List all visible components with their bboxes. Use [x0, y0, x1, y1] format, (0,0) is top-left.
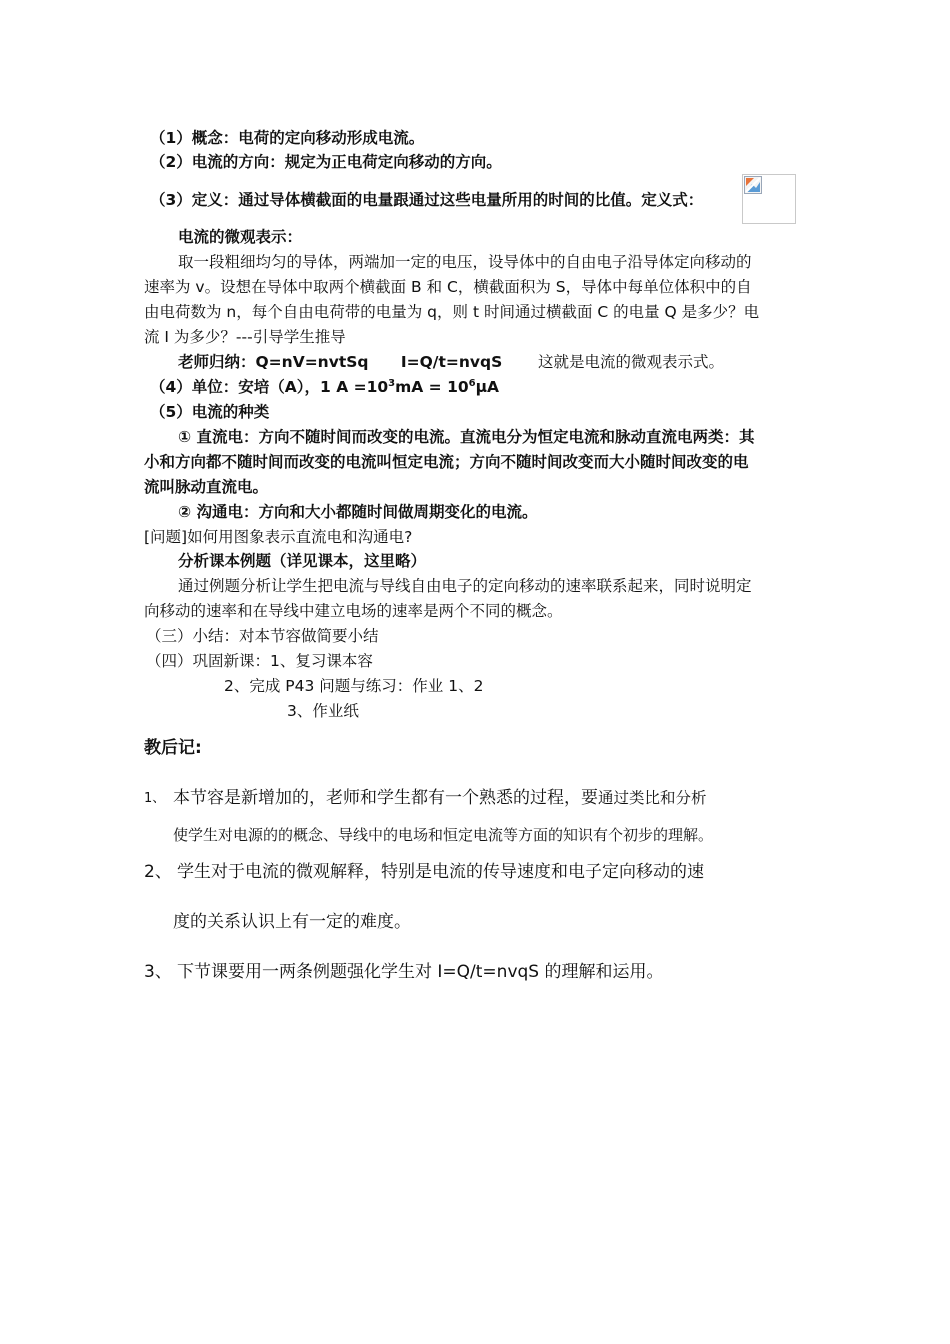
ac-line: ② 沟通电：方向和大小都随时间做周期变化的电流。 [178, 503, 538, 521]
micro-title: 电流的微观表示： [178, 228, 303, 246]
micro-paragraph-line: 流 I 为多少？---引导学生推导 [144, 328, 346, 346]
direction-line: （2）电流的方向：规定为正电荷定向移动的方向。 [150, 153, 502, 171]
afterword-heading: 教后记: [144, 738, 202, 758]
homework-item: 3、作业纸 [287, 702, 359, 720]
micro-paragraph-line: 速率为 v。设想在导体中取两个横截面 B 和 C，横截面积为 S，导体中每单位体积中的自 [144, 278, 752, 296]
reflection-number: 3、 [144, 962, 172, 982]
formula-image-placeholder [742, 174, 796, 224]
unit-text: （4）单位：安培（A），1 A =10 [150, 378, 389, 396]
homework-item: 2、完成 P43 问题与练习：作业 1、2 [224, 677, 484, 695]
dc-line: 小和方向都不随时间而改变的电流叫恒定电流；方向不随时间改变而大小随时间改变的电 [144, 453, 749, 471]
reflection-number: 1、 [144, 791, 166, 806]
reflection-text: 下节课要用一两条例题强化学生对 I=Q/t=nvqS 的理解和运用。 [177, 962, 664, 982]
unit-text: μA [475, 378, 500, 396]
unit-line [150, 377, 499, 397]
micro-paragraph-line: 取一段粗细均匀的导体，两端加一定的电压，设导体中的自由电子沿导体定向移动的 [178, 253, 752, 271]
example-heading: 分析课本例题（详见课本，这里略） [178, 552, 427, 570]
dc-line: ① 直流电：方向不随时间而改变的电流。直流电分为恒定电流和脉动直流电两类：其 [178, 428, 755, 446]
unit-exponent: 3 [388, 378, 396, 389]
teacher-summary: 老师归纳：Q=nV=nvtSq I=Q/t=nvqS [178, 353, 503, 371]
reflection-text: 度的关系认识上有一定的难度。 [173, 912, 411, 932]
reflection-text: 学生对于电流的微观解释，特别是电流的传导速度和电子定向移动的速 [177, 862, 704, 882]
unit-text: mA = 10 [395, 378, 469, 396]
reflection-text: 使学生对电源的的概念、导线中的电场和恒定电流等方面的知识有个初步的理解。 [173, 826, 714, 844]
example-paragraph-line: 通过例题分析让学生把电流与导线自由电子的定向移动的速率联系起来，同时说明定 [178, 577, 752, 595]
reflection-text [173, 787, 707, 809]
reflection-number: 2、 [144, 862, 172, 882]
broken-image-icon [744, 176, 762, 194]
unit-exponent: 6 [468, 378, 476, 389]
dc-line: 流叫脉动直流电。 [144, 478, 269, 496]
reflection-text-part: 通过类比和分析 [598, 789, 707, 807]
question-line: [问题]如何用图象表示直流电和沟通电? [144, 528, 413, 546]
summary-step: （三）小结：对本节容做简要小结 [146, 627, 379, 645]
reflection-text-part: 本节容是新增加的，老师和学生都有一个熟悉的过程，要 [173, 788, 598, 808]
definition-line: （3）定义：通过导体横截面的电量跟通过这些电量所用的时间的比值。定义式： [150, 191, 704, 209]
types-heading: （5）电流的种类 [150, 403, 270, 421]
example-paragraph-line: 向移动的速率和在导线中建立电场的速率是两个不同的概念。 [144, 602, 563, 620]
consolidate-step: （四）巩固新课：1、复习课本容 [146, 652, 373, 670]
concept-line: （1）概念：电荷的定向移动形成电流。 [150, 129, 425, 147]
micro-paragraph-line: 由电荷数为 n，每个自由电荷带的电量为 q，则 t 时间通过横截面 C 的电量 Q 是多少？电 [144, 303, 760, 321]
teacher-summary-tail: 这就是电流的微观表示式。 [538, 353, 725, 371]
